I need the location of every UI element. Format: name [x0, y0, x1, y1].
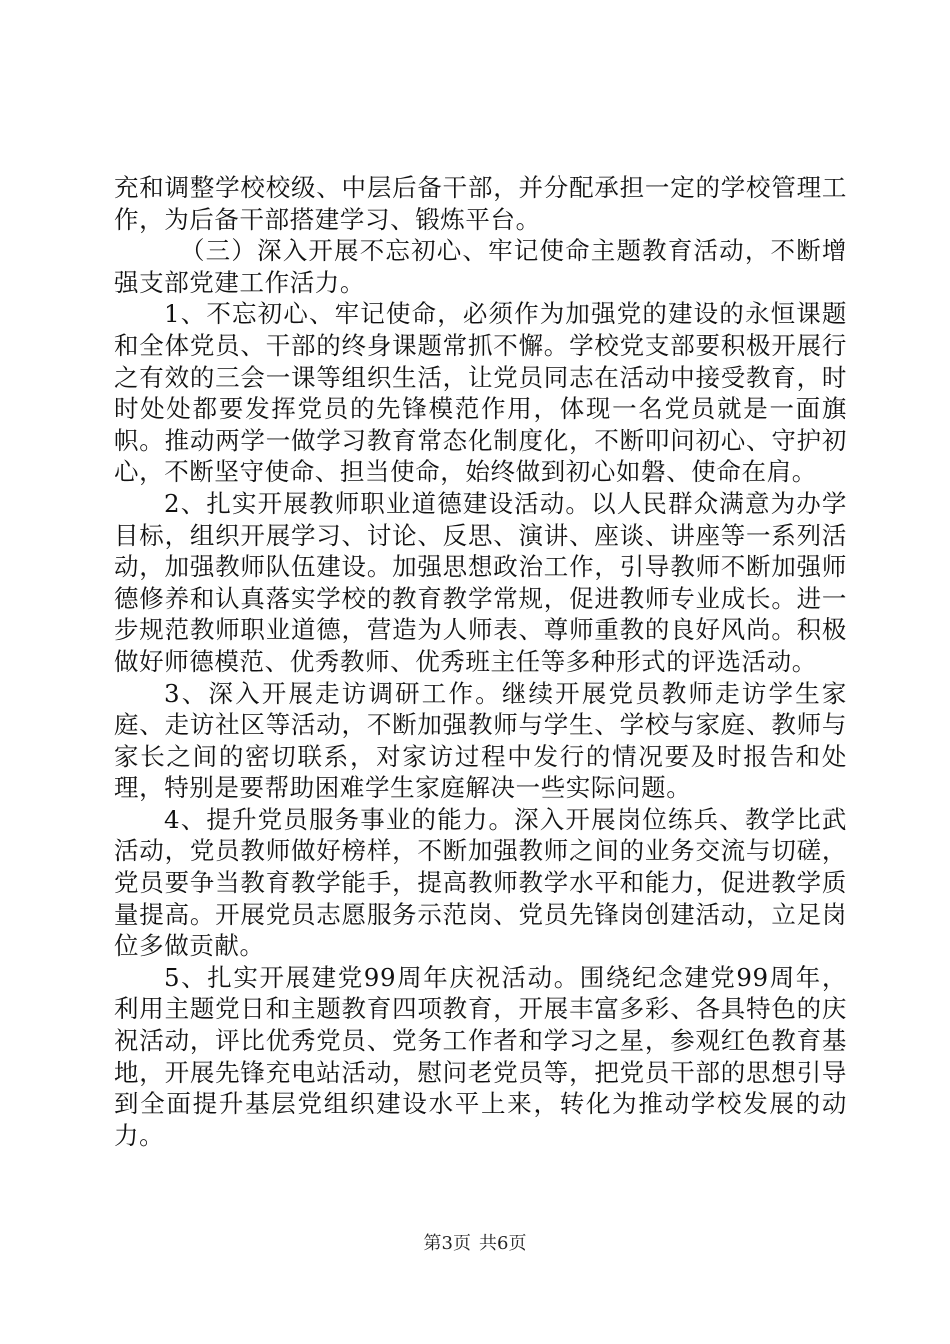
- paragraph-continuation: 充和调整学校校级、中层后备干部，并分配承担一定的学校管理工作，为后备干部搭建学习、锻炼平台。: [114, 173, 847, 234]
- page-total: 共6页: [479, 1233, 527, 1254]
- document-body: [114, 172, 847, 1151]
- paragraph-item-2: 2、扎实开展教师职业道德建设活动。以人民群众满意为办学目标，组织开展学习、讨论、反思、演讲、座谈、讲座等一系列活动，加强教师队伍建设。加强思想政治工作，引导教师不断加强师德修养和认真落实学校的教育教学常规，促进教师专业成长。进一步规范教师职业道德，营造为人师表、尊师重教的良好风尚。积极做好师德模范、优秀教师、优秀班主任等多种形式的评选活动。: [114, 488, 847, 676]
- paragraph-item-3: 3、深入开展走访调研工作。继续开展党员教师走访学生家庭、走访社区等活动，不断加强教师与学生、学校与家庭、教师与家长之间的密切联系，对家访过程中发行的情况要及时报告和处理，特别是要帮助困难学生家庭解决一些实际问题。: [114, 678, 847, 803]
- paragraph-item-1: 1、不忘初心、牢记使命，必须作为加强党的建设的永恒课题和全体党员、干部的终身课题常抓不懈。学校党支部要积极开展行之有效的三会一课等组织生活，让党员同志在活动中接受教育，时时处处都要发挥党员的先锋模范作用，体现一名党员就是一面旗帜。推动两学一做学习教育常态化制度化，不断叩问初心、守护初心，不断坚守使命、担当使命，始终做到初心如磐、使命在肩。: [114, 299, 847, 487]
- paragraph-item-5: 5、扎实开展建党99周年庆祝活动。围绕纪念建党99周年，利用主题党日和主题教育四项教育，开展丰富多彩、各具特色的庆祝活动，评比优秀党员、党务工作者和学习之星，参观红色教育基地，开展先锋充电站活动，慰问老党员等，把党员干部的思想引导到全面提升基层党组织建设水平上来，转化为推动学校发展的动力。: [114, 962, 847, 1150]
- page-footer: [0, 1233, 950, 1255]
- section-heading: （三）深入开展不忘初心、牢记使命主题教育活动，不断增强支部党建工作活力。: [114, 236, 847, 297]
- paragraph-item-4: 4、提升党员服务事业的能力。深入开展岗位练兵、教学比武活动，党员教师做好榜样，不断加强教师之间的业务交流与切磋，党员要争当教育教学能手，提高教师教学水平和能力，促进教学质量提高。开展党员志愿服务示范岗、党员先锋岗创建活动，立足岗位多做贡献。: [114, 804, 847, 961]
- page-number: 第3页: [423, 1233, 471, 1254]
